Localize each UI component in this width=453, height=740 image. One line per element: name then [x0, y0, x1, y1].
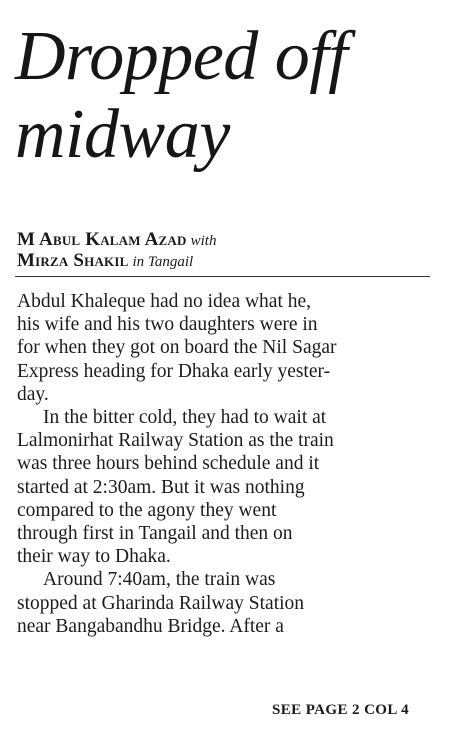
headline-line-2: midway: [15, 96, 230, 173]
continued-jump-line: SEE PAGE 2 COL 4: [272, 702, 409, 718]
byline: [17, 230, 432, 272]
body-line: stopped at Gharinda Railway Station: [17, 592, 305, 614]
byline-connector-1: with: [190, 233, 217, 249]
byline-divider: [15, 276, 430, 277]
headline-line-1: Dropped off: [15, 18, 348, 95]
body-line: Lalmonirhat Railway Station as the train: [17, 430, 334, 452]
news-article: [15, 0, 435, 740]
body-line: was three hours behind schedule and it: [17, 453, 320, 475]
body-line: compared to the agony they went: [17, 499, 277, 521]
body-line: through first in Tangail and then on: [17, 523, 293, 545]
body-line: for when they got on board the Nil Sagar: [17, 337, 337, 359]
byline-location: in Tangail: [132, 254, 194, 270]
body-line-paragraph-start: Around 7:40am, the train was: [43, 569, 276, 591]
body-line: near Bangabandhu Bridge. After a: [17, 615, 284, 637]
byline-line-2: [17, 251, 432, 272]
body-line: started at 2:30am. But it was nothing: [17, 476, 305, 498]
byline-author-2: Mirza Shakil: [17, 250, 129, 271]
body-line: day.: [17, 383, 49, 405]
headline: [15, 18, 435, 174]
byline-author-1: M Abul Kalam Azad: [17, 229, 187, 250]
article-body: [17, 290, 442, 638]
body-line: their way to Dhaka.: [17, 546, 171, 568]
byline-line-1: [17, 230, 432, 251]
body-line: Abdul Khaleque had no idea what he,: [17, 291, 312, 312]
body-line: his wife and his two daughters were in: [17, 314, 318, 336]
body-line-paragraph-start: In the bitter cold, they had to wait at: [43, 407, 327, 429]
body-line: Express heading for Dhaka early yester-: [17, 360, 331, 382]
